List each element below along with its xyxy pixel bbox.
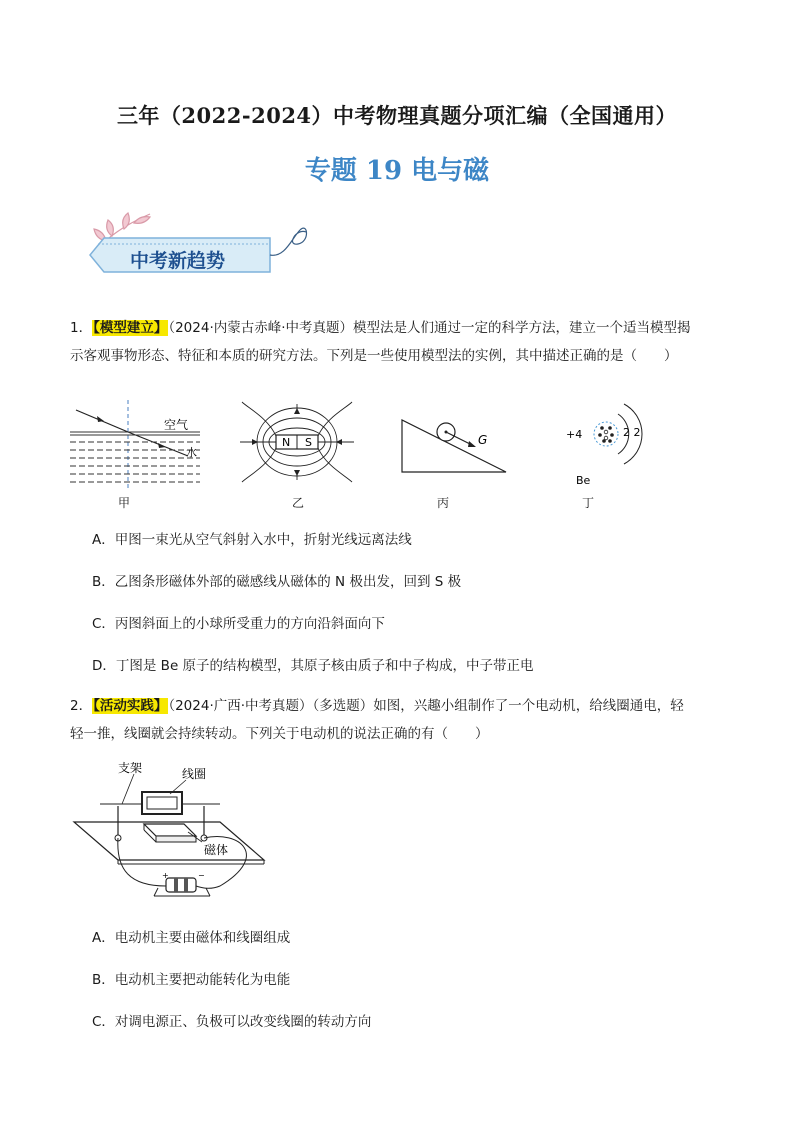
label-charge: +4 — [566, 428, 583, 441]
label-magnet: 磁体 — [204, 843, 229, 857]
squiggle-decoration — [270, 228, 307, 255]
label-coil: 线圈 — [182, 767, 207, 781]
q2-option-b[interactable]: B．电动机主要把动能转化为电能 — [92, 972, 291, 988]
caption-jia: 甲 — [118, 496, 131, 510]
svg-text:+: + — [162, 871, 169, 880]
question-1-line-2: 示客观事物形态、特征和本质的研究方法。下列是一些使用模型法的实例，其中描述正确的是（ ） — [70, 348, 678, 364]
figure-jia-refraction — [70, 398, 200, 490]
arrow-head-icon — [468, 441, 476, 447]
question-2-line-1 — [70, 692, 730, 720]
question-stem: 如图，兴趣小组制作了一个电动机，给线圈通电，轻 — [373, 698, 684, 714]
label-water: 水 — [186, 446, 197, 459]
battery-icon — [166, 878, 196, 892]
question-1-line-1 — [70, 314, 730, 342]
question-source: （2024·内蒙古赤峰·中考真题） — [168, 320, 354, 336]
q1-option-d[interactable]: D．丁图是 Be 原子的结构模型，其原子核由质子和中子构成，中子带正电 — [92, 658, 534, 674]
question-tag: 【活动实践】 — [93, 698, 168, 714]
label-shells: 2 2 — [623, 426, 641, 439]
coil — [142, 792, 182, 814]
label-air: 空气 — [164, 418, 189, 432]
section-banner-label: 中考新趋势 — [130, 250, 226, 272]
svg-text:−: − — [198, 871, 205, 880]
topic-title: 专题 19 电与磁 — [304, 156, 490, 186]
question-number: 1． — [70, 320, 93, 336]
q2-option-a[interactable]: A．电动机主要由磁体和线圈组成 — [92, 930, 291, 946]
document-title: 三年（2022-2024）中考物理真题分项汇编（全国通用） — [116, 103, 678, 128]
caption-yi: 乙 — [292, 496, 305, 510]
question-source: （2024·广西·中考真题）（多选题） — [168, 698, 374, 714]
figure-yi-magnet-field — [238, 400, 356, 488]
q2-option-c[interactable]: C．对调电源正、负极可以改变线圈的转动方向 — [92, 1014, 372, 1030]
nucleons — [598, 426, 614, 443]
label-g: G — [478, 433, 488, 447]
figure-bing-incline — [400, 418, 510, 474]
q1-option-c[interactable]: C．丙图斜面上的小球所受重力的方向沿斜面向下 — [92, 616, 385, 632]
figure-motor — [70, 760, 280, 910]
question-tag: 【模型建立】 — [93, 320, 168, 336]
water-lines — [70, 432, 200, 482]
question-stem: 模型法是人们通过一定的科学方法，建立一个适当模型揭 — [353, 320, 691, 336]
caption-bing: 丙 — [437, 496, 450, 510]
label-element: Be — [576, 474, 591, 487]
arrow-head-icon — [97, 416, 104, 422]
q1-option-a[interactable]: A．甲图一束光从空气斜射入水中，折射光线远离法线 — [92, 532, 412, 548]
figure-ding-atom — [566, 388, 646, 488]
caption-ding: 丁 — [582, 496, 595, 510]
refracted-ray — [128, 432, 188, 456]
label-support: 支架 — [118, 761, 143, 775]
label-n-pole: N — [282, 436, 291, 449]
question-2-line-2: 轻一推，线圈就会持续转动。下列关于电动机的说法正确的有（ ） — [70, 726, 489, 742]
question-number: 2． — [70, 698, 93, 714]
q1-option-b[interactable]: B．乙图条形磁体外部的磁感线从磁体的 N 极出发，回到 S 极 — [92, 574, 462, 590]
label-s-pole: S — [305, 436, 312, 449]
